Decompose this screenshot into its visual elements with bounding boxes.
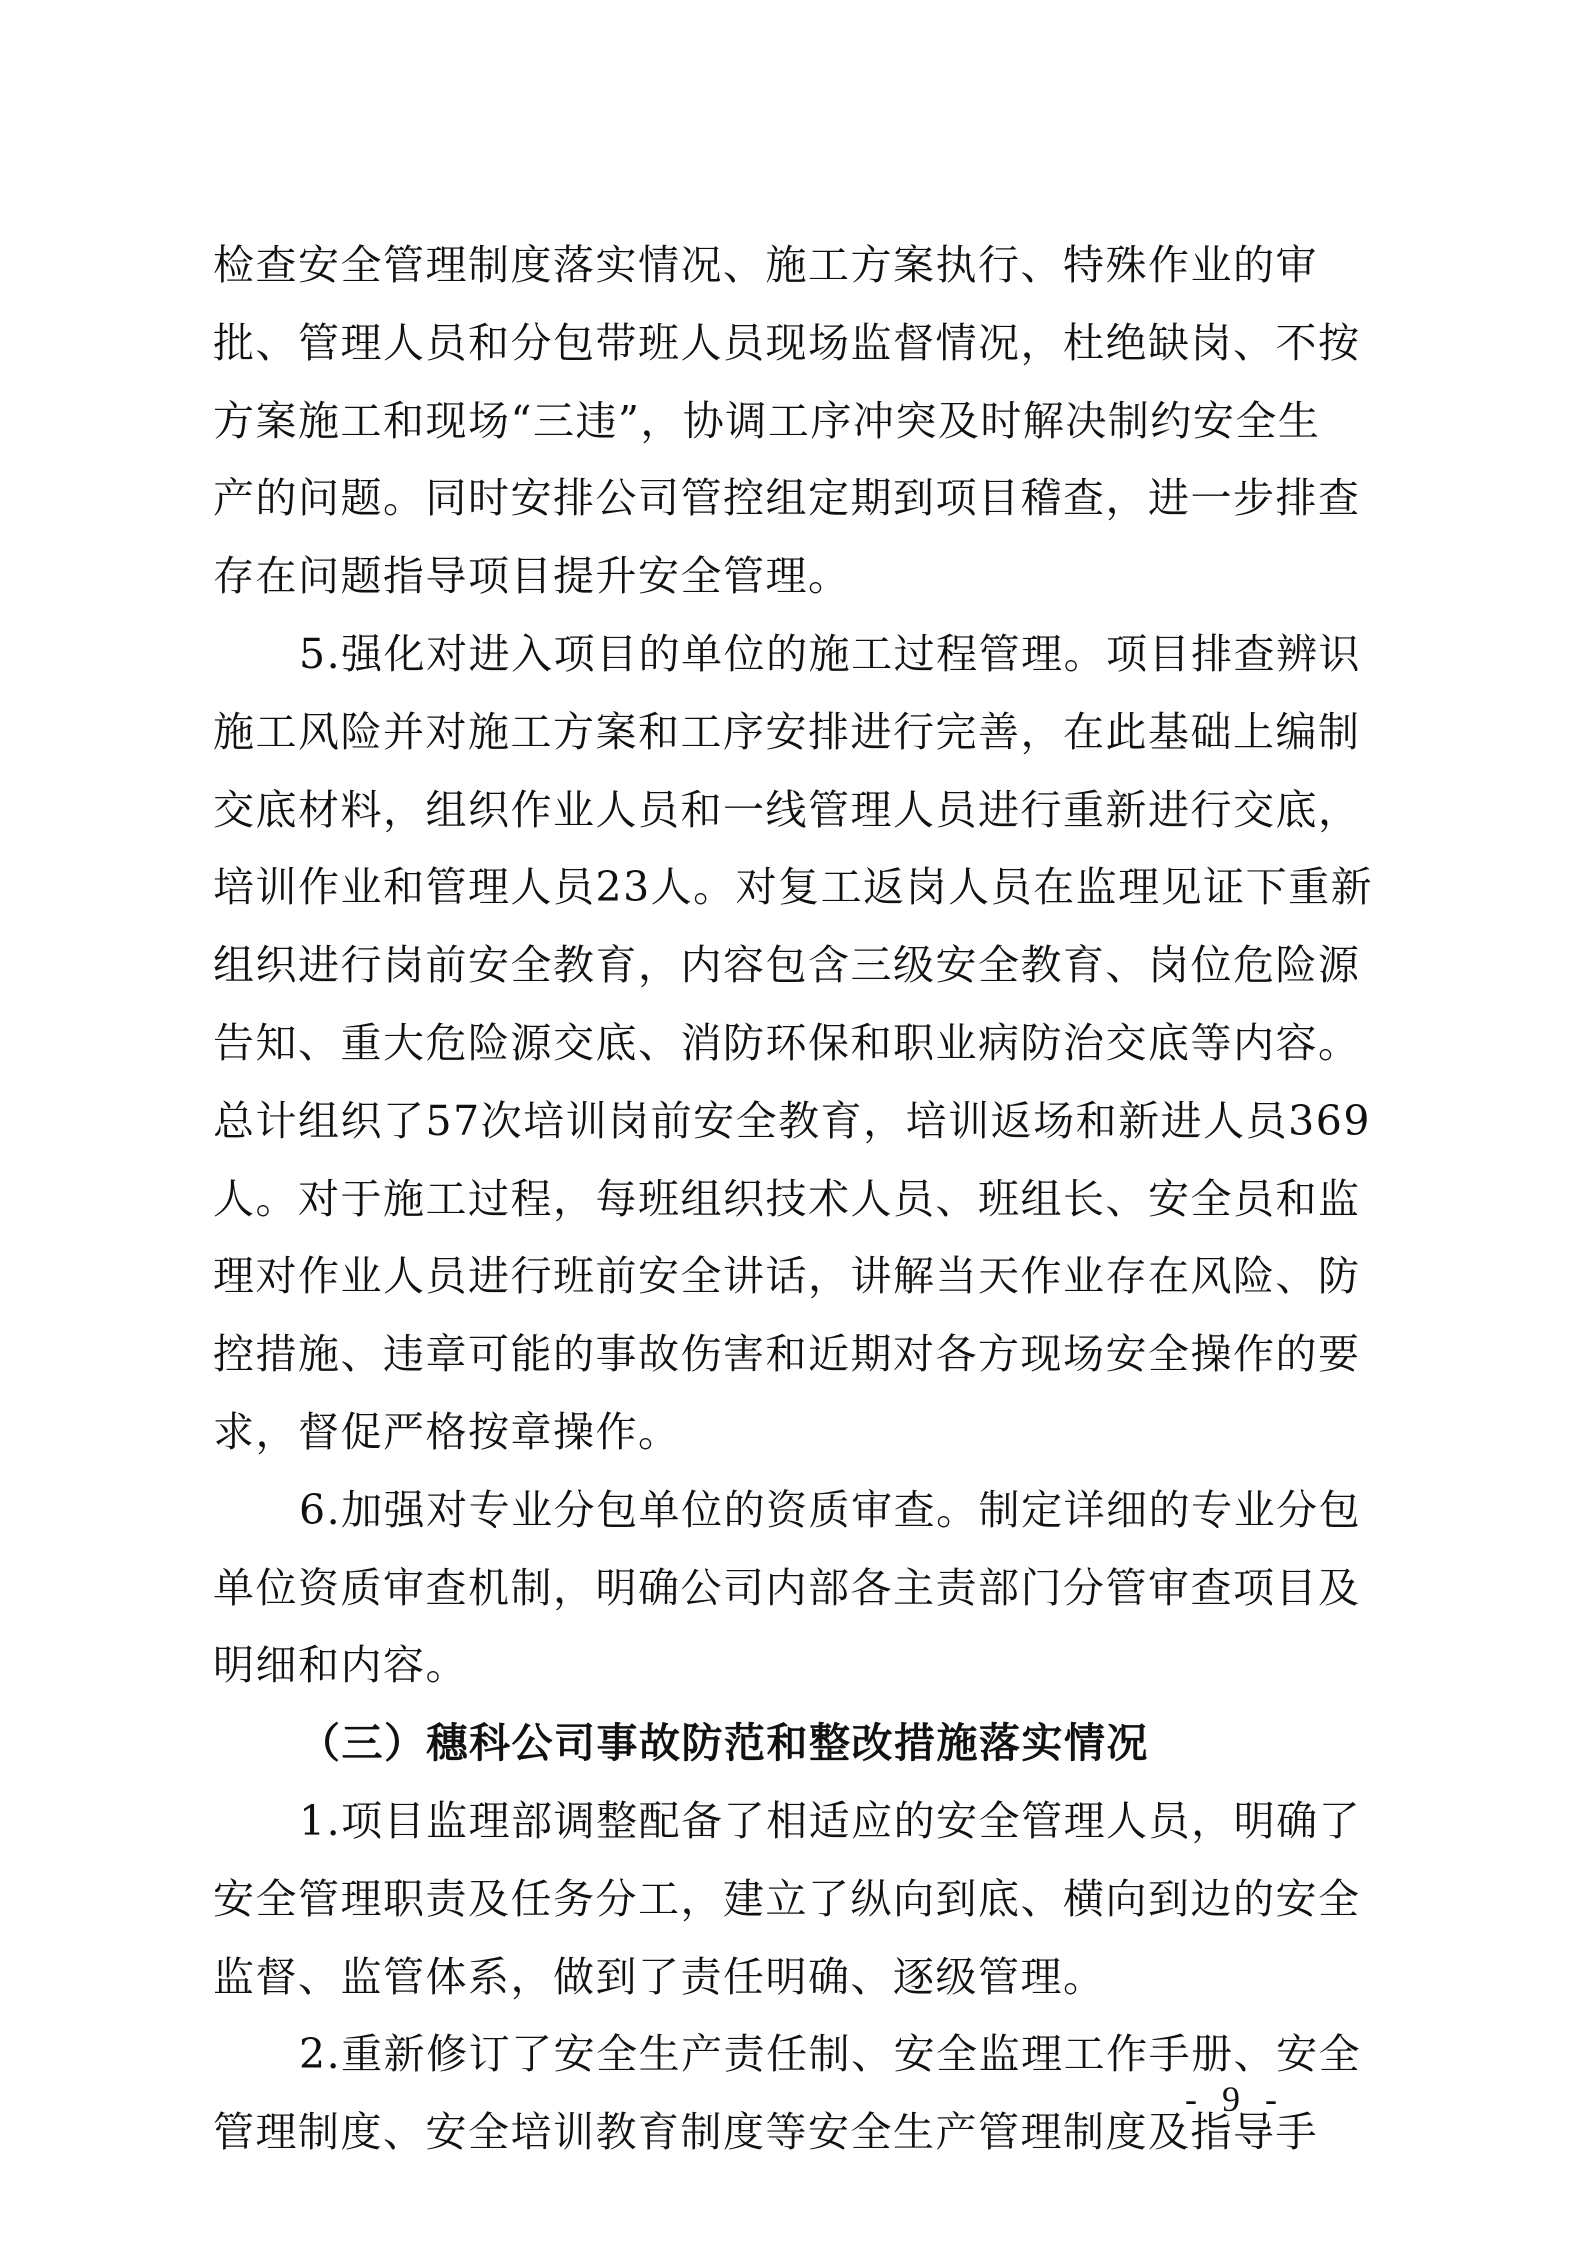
paragraph-line: 安全管理职责及任务分工，建立了纵向到底、横向到边的安全 (213, 1874, 1361, 1923)
paragraph-line: 求，督促严格按章操作。 (213, 1407, 681, 1456)
paragraph-line: 理对作业人员进行班前安全讲话，讲解当天作业存在风险、防 (213, 1252, 1361, 1301)
paragraph-line: 告知、重大危险源交底、消防环保和职业病防治交底等内容。 (213, 1018, 1361, 1067)
document-body (213, 227, 1413, 2172)
paragraph-line: 培训作业和管理人员23人。对复工返岗人员在监理见证下重新 (213, 863, 1374, 912)
item-1-first-line: 1.项目监理部调整配备了相适应的安全管理人员，明确了 (299, 1796, 1362, 1845)
item-6-first-line: 6.加强对专业分包单位的资质审查。制定详细的专业分包 (299, 1485, 1362, 1534)
paragraph-line: 总计组织了57次培训岗前安全教育，培训返场和新进人员369 (213, 1096, 1371, 1145)
paragraph-line: 组织进行岗前安全教育，内容包含三级安全教育、岗位危险源 (213, 941, 1361, 990)
paragraph-line: 控措施、违章可能的事故伤害和近期对各方现场安全操作的要 (213, 1330, 1361, 1379)
paragraph-line: 方案施工和现场“三违”，协调工序冲突及时解决制约安全生 (213, 396, 1321, 445)
paragraph-line: 监督、监管体系，做到了责任明确、逐级管理。 (213, 1952, 1106, 2001)
paragraph-line: 批、管理人员和分包带班人员现场监督情况，杜绝缺岗、不按 (213, 318, 1361, 367)
paragraph-line: 施工风险并对施工方案和工序安排进行完善，在此基础上编制 (213, 707, 1361, 756)
paragraph-line: 产的问题。同时安排公司管控组定期到项目稽查，进一步排查 (213, 474, 1361, 523)
page-number: - 9 - (1185, 2079, 1285, 2119)
section-heading: （三）穗科公司事故防范和整改措施落实情况 (299, 1719, 1149, 1768)
paragraph-line: 存在问题指导项目提升安全管理。 (213, 552, 851, 601)
paragraph-line: 交底材料，组织作业人员和一线管理人员进行重新进行交底， (213, 785, 1361, 834)
paragraph-line: 人。对于施工过程，每班组织技术人员、班组长、安全员和监 (213, 1174, 1361, 1223)
paragraph-line: 管理制度、安全培训教育制度等安全生产管理制度及指导手 (213, 2108, 1318, 2157)
paragraph-line: 单位资质审查机制，明确公司内部各主责部门分管审查项目及 (213, 1563, 1361, 1612)
paragraph-line: 检查安全管理制度落实情况、施工方案执行、特殊作业的审 (213, 241, 1318, 289)
item-5-first-line: 5.强化对进入项目的单位的施工过程管理。项目排查辨识 (299, 629, 1362, 678)
item-2-first-line: 2.重新修订了安全生产责任制、安全监理工作手册、安全 (299, 2030, 1362, 2079)
paragraph-line: 明细和内容。 (213, 1641, 468, 1690)
